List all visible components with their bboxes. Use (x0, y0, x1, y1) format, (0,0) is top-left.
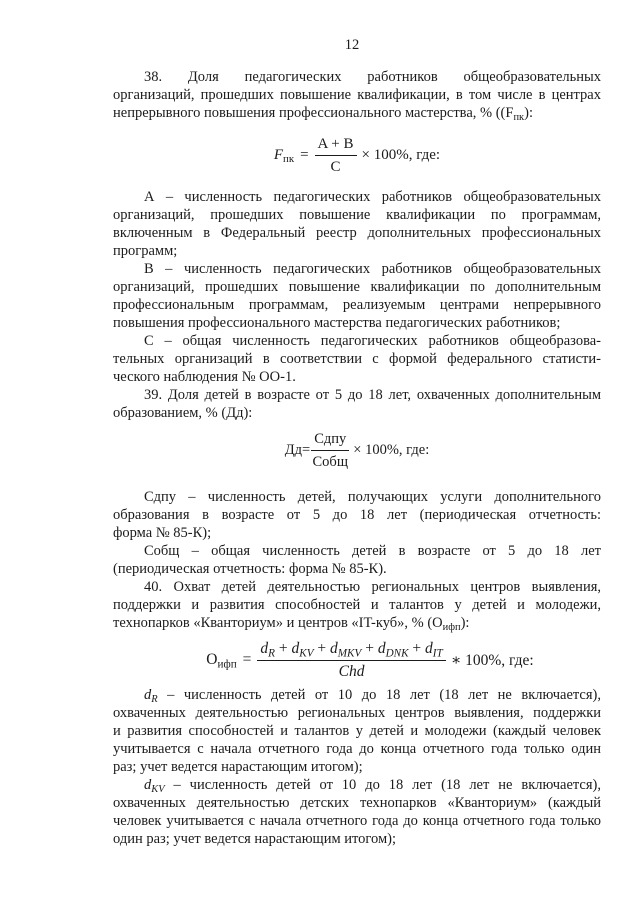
math-variable: F (273, 146, 284, 163)
equals-sign: = (300, 146, 309, 163)
text-line: А – численность педагогических работников общеобразовательных (144, 189, 601, 205)
paragraph-40 (113, 578, 601, 632)
text-line: Собщ – общая численность детей в возрасте от 5 до 18 лет (144, 543, 601, 559)
subscript-text: пк (513, 112, 525, 124)
text-line: тельных организаций в соответствии с формой федерального статисти- (113, 351, 601, 367)
text-segment: + (275, 639, 292, 657)
definition-sobsch (113, 542, 601, 578)
subscript-text: MKV (337, 646, 362, 659)
math-variable: d (377, 639, 386, 657)
subscript-text: ифп (217, 658, 237, 671)
text-line: охваченных деятельностью детских технопарков «Кванториум» (каждый (113, 795, 601, 811)
definition-d-r (113, 686, 601, 776)
fraction-denominator: Собщ (312, 453, 348, 470)
math-variable: d (291, 639, 300, 657)
paragraph-39 (113, 386, 601, 422)
definition-sdpu (113, 488, 601, 542)
fraction (311, 430, 349, 471)
subscript-text: IT (432, 646, 443, 659)
text-segment: + (408, 639, 426, 657)
text-line (113, 104, 601, 122)
text-line (113, 686, 601, 704)
text-line: В – численность педагогических работников общеобразовательных (144, 261, 601, 277)
text-line: С – общая численность педагогических работников общеобразова- (144, 333, 601, 349)
text-line: ческого наблюдения № ОО-1. (113, 369, 296, 385)
text-line: профессиональным программам, реализуемым центрами непрерывного (113, 297, 601, 313)
formula-lhs (206, 651, 236, 669)
text-line: раз; учет ведется нарастающим итогом); (113, 759, 363, 775)
text-line (113, 614, 601, 632)
formula-tail: × 100%, где: (361, 146, 441, 163)
subscript-text: R (268, 646, 275, 659)
text-line: один раз; учет ведется нарастающим итогом); (113, 831, 396, 847)
subscript-text: KV (151, 784, 165, 796)
text-segment: О (206, 651, 218, 668)
formula-tail: × 100%, где: (353, 441, 430, 458)
equals-sign: = (242, 651, 252, 668)
text-line (113, 776, 601, 794)
page-number: 12 (344, 37, 360, 53)
text-segment: непрерывного повышения профессионального мастерства, % ((F (113, 105, 514, 121)
text-line: охваченных деятельностью региональных центров выявления, поддержки (113, 705, 601, 721)
text-line: программ; (113, 243, 178, 259)
text-line: человек учитывается с начала отчетного года до конца отчетного года только (113, 813, 601, 829)
text-segment: ): (460, 615, 470, 631)
text-line: 38. Доля педагогических работников общеобразовательных (144, 69, 601, 85)
text-line: поддержки и развития способностей и талантов у детей и молодежи, (113, 597, 601, 613)
text-segment: технопарков «Кванториум» и центров «IT-куб», % (О (113, 615, 443, 631)
subscript-text: R (151, 694, 158, 706)
text-segment: + (361, 639, 378, 657)
text-line: образованием, % (Дд): (113, 405, 253, 421)
text-line: Сдпу – численность детей, получающих услуги дополнительного (144, 489, 601, 505)
subscript-text: DNK (385, 646, 409, 659)
definition-c (113, 332, 601, 386)
subscript-text: пк (283, 152, 295, 165)
formula-f-pk (113, 122, 601, 188)
text-segment: – численность детей от 10 до 18 лет (18 лет не включается), (164, 777, 601, 793)
definition-b (113, 260, 601, 332)
fraction (315, 135, 357, 176)
fraction-denominator (257, 661, 445, 681)
text-line: образования в возрасте от 5 до 18 лет (периодическая отчетность: (113, 507, 601, 523)
math-variable: d (425, 639, 433, 657)
text-line: 40. Охват детей деятельностью региональных центров выявления, (144, 579, 601, 595)
definition-d-kv (113, 776, 601, 848)
subscript-text: ифп (442, 622, 461, 634)
formula-o-ifp (113, 632, 601, 686)
fraction-numerator: Сдпу (311, 430, 349, 451)
text-line: организаций, прошедших повышение квалификации по дополнительным (113, 279, 601, 295)
paragraph-38 (113, 68, 601, 122)
text-line: включенным в Федеральный реестр дополнительных профессиональных (113, 225, 601, 241)
definition-a (113, 188, 601, 260)
text-line: форма № 85-К); (113, 525, 212, 541)
math-variable: d (260, 639, 269, 657)
text-line: (периодическая отчетность: форма № 85-К). (113, 561, 387, 577)
math-variable: d (330, 639, 338, 657)
fraction-numerator: A + B (315, 135, 357, 156)
math-variable: d (144, 687, 152, 703)
formula-tail: ∗ 100%, где: (450, 651, 534, 669)
document-body (113, 68, 601, 848)
math-variable: d (144, 777, 152, 793)
formula-dd (113, 422, 601, 488)
text-segment: + (313, 639, 331, 657)
formula-lhs: Дд= (284, 441, 311, 458)
subscript-text: KV (299, 646, 314, 659)
text-line: организаций, прошедших повышение квалификации по программам, (113, 207, 601, 223)
fraction (257, 640, 445, 681)
text-line: повышения профессионального мастерства педагогических работников; (113, 315, 561, 331)
text-line: организаций, прошедших повышение квалификации, в том числе в центрах (113, 87, 601, 103)
text-line: и развития способностей и талантов у детей и молодежи (каждый человек (113, 723, 601, 739)
fraction-numerator (257, 640, 445, 661)
text-line: 39. Доля детей в возрасте от 5 до 18 лет, охваченных дополнительным (144, 387, 601, 403)
formula-lhs (274, 147, 294, 164)
text-segment: ): (524, 105, 533, 121)
fraction-denominator: C (330, 158, 341, 175)
text-line: учитывается с начала отчетного года до конца отчетного года только один (113, 741, 601, 757)
math-variable: Chd (338, 662, 365, 680)
text-segment: – численность детей от 10 до 18 лет (18 лет не включается), (157, 687, 601, 703)
